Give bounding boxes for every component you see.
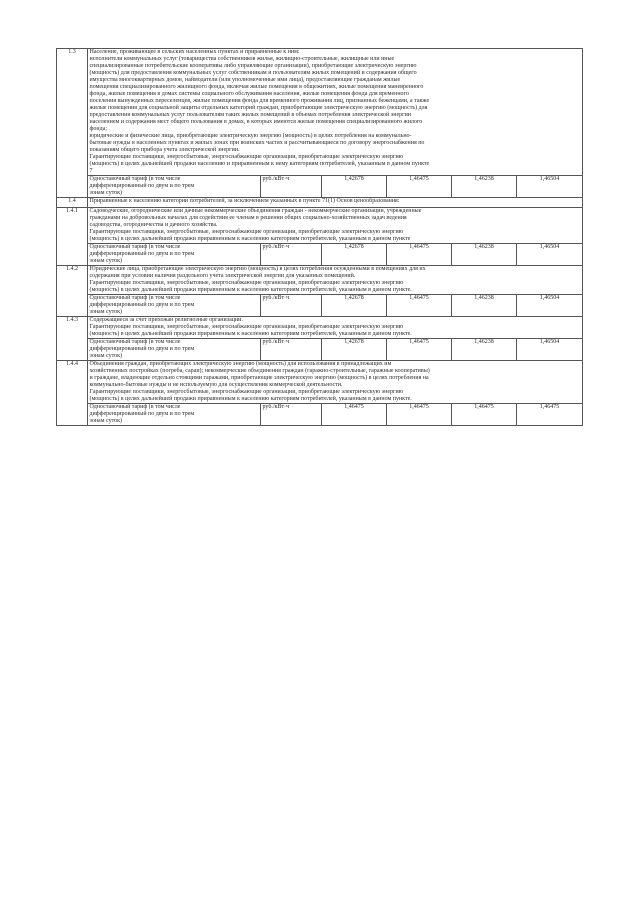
description-line: 7 <box>89 168 93 174</box>
document-page <box>56 48 582 426</box>
tariff-label-line: зонам суток) <box>89 309 123 315</box>
tariff-label-line: дифференцированный по двум и по трем <box>89 411 195 417</box>
description-line: показаниям общего прибора учета электрической энергии. <box>89 147 240 153</box>
description-line: Гарантирующие поставщики, энергосбытовые, энергоснабжающие организации, приобретающие электрическую энергию <box>89 324 404 330</box>
description-line: Садоводческие, огороднические или дачные некоммерческие объединения граждан - некоммерческие организации, учрежденные <box>89 208 422 214</box>
section-description <box>88 208 583 244</box>
tariff-value: 1,46504 <box>517 339 583 361</box>
tariff-label-line: зонам суток) <box>89 418 123 424</box>
tariff-label-line: Одноставочный тариф (в том числе <box>89 176 181 182</box>
section-row-1-4-1 <box>57 208 583 244</box>
tariff-value: 1,46238 <box>452 176 517 198</box>
tariff-value: 1,46238 <box>452 295 517 317</box>
tariff-label-line: Одноставочный тариф (в том числе <box>89 339 181 345</box>
section-row-1-4-2 <box>57 266 583 295</box>
description-line: садоводства, огородничества и дачного хозяйства. <box>89 222 218 228</box>
description-line: бытовые нужды в населенных пунктах и жилых зонах при воинских частях и рассчитывающиеся по договору энергоснабжения по <box>89 140 425 146</box>
description-line: юридические и физические лица, приобретающие электрическую энергию (мощность) в целях потребления на коммунально- <box>89 133 412 139</box>
description-line: (мощность) для предоставления коммунальных услуг собственникам и пользователям жилых помещений и содержания общего <box>89 70 417 76</box>
tariff-label <box>88 176 261 198</box>
tariff-label <box>88 404 261 426</box>
description-line: гражданами на добровольных началах для содействия ее членам в решении общих социально-хозяйственных задач ведения <box>89 215 407 221</box>
tariff-label <box>88 339 261 361</box>
description-line: Объединения граждан, приобретающих электрическую энергию (мощность) для использования в принадлежащих им <box>89 361 392 367</box>
tariff-label <box>88 295 261 317</box>
description-line: Содержащиеся за счет прихожан религиозные организации. <box>89 317 243 323</box>
section-number: 1.4.4 <box>57 361 88 426</box>
tariff-unit: руб./кВт·ч <box>261 176 322 198</box>
description-line: Гарантирующие поставщики, энергосбытовые, энергоснабжающие организации, приобретающие электрическую энергию <box>89 154 404 160</box>
tariff-unit: руб./кВт·ч <box>261 404 322 426</box>
tariff-label-line: Одноставочный тариф (в том числе <box>89 244 181 250</box>
section-description <box>88 49 583 176</box>
description-line: (мощность) в целях дальнейшей продажи приравненным к населению категориям потребителей, указанным в данном пункте <box>89 236 411 242</box>
tariff-value: 1,46504 <box>517 244 583 266</box>
section-description <box>88 266 583 295</box>
description-line: поселения вынужденных переселенцев, жилые помещения фонда для временного проживания лиц, признанных беженцами, а также <box>89 98 430 104</box>
tariff-value: 1,42678 <box>322 244 387 266</box>
tariff-row <box>57 295 583 317</box>
description-line: имущества многоквартирных домов, наймодатели (или уполномоченные ими лица), предоставляющие гражданам жилые <box>89 77 401 83</box>
description-line: (мощность) в целях дальнейшей продажи приравненным к населению категориям потребителей, указанным в данном пункте. <box>89 331 412 337</box>
tariff-row <box>57 244 583 266</box>
description-line: Юридические лица, приобретающие электрическую энергию (мощность) в целях потребления осужденными в помещениях для их <box>89 266 426 272</box>
description-line: Гарантирующие поставщики, энергосбытовые, энергоснабжающие организации, приобретающие электрическую энергию <box>89 280 404 286</box>
description-line: фонда, жилые помещения в домах системы социального обслуживания населения, жилые помещения фонда для временного <box>89 91 409 97</box>
description-line: Приравненные к населению категории потребителей, за исключением указанных в пункте 71(1) Основ ценообразования: <box>89 198 400 204</box>
description-line: содержания при условии наличия раздельного учета электрической энергии для указанных помещений. <box>89 273 356 279</box>
tariff-value: 1,46238 <box>452 244 517 266</box>
section-row-1-4-4 <box>57 361 583 404</box>
section-description <box>88 317 583 339</box>
description-line: помещения специализированного жилищного фонда, включая жилые помещения в общежитиях, жилые помещения маневренного <box>89 84 424 90</box>
tariff-row <box>57 339 583 361</box>
tariff-row <box>57 176 583 198</box>
tariff-value: 1,46475 <box>322 404 387 426</box>
description-line: Гарантирующие поставщики, энергосбытовые, энергоснабжающие организации, приобретающие электрическую энергию <box>89 229 404 235</box>
tariff-label-line: дифференцированный по двум и по трем <box>89 346 195 352</box>
description-line: (мощность) в целях дальнейшей продажи приравненным к населению категориям потребителей, указанным в данном пункте. <box>89 396 412 402</box>
description-line: хозяйственных постройках (погреба, сараи); некоммерческие объединения граждан (гаражно-строительные, гаражные кооперативы) <box>89 368 430 374</box>
tariff-label-line: Одноставочный тариф (в том числе <box>89 404 181 410</box>
tariff-label <box>88 244 261 266</box>
tariff-label-line: зонам суток) <box>89 353 123 359</box>
tariff-label-line: Одноставочный тариф (в том числе <box>89 295 181 301</box>
description-line: исполнители коммунальных услуг (товарищества собственников жилья, жилищно-строительные, жилищные или иные <box>89 56 395 62</box>
tariff-unit: руб./кВт·ч <box>261 339 322 361</box>
description-line: населением и содержания мест общего пользования в домах, в которых имеются жилые помещения специализированного жилого <box>89 119 423 125</box>
description-line: жилые помещения для социальной защиты отдельных категорий граждан, приобретающие электрическую энергию (мощность) для <box>89 105 428 111</box>
tariff-label-line: зонам суток) <box>89 258 123 264</box>
description-line: (мощность) в целях дальнейшей продажи населению и приравненным к нему категориям потребителей, указанным в данном пункте <box>89 161 430 167</box>
tariff-value: 1,46475 <box>387 339 452 361</box>
description-line: Гарантирующие поставщики, энергосбытовые, энергоснабжающие организации, приобретающие электрическую энергию <box>89 389 404 395</box>
tariff-unit: руб./кВт·ч <box>261 244 322 266</box>
description-line: и граждане, владеющие отдельно стоящими гаражами, приобретающие электрическую энергию (мощность) в целях потребления на <box>89 375 429 381</box>
tariff-label-line: зонам суток) <box>89 190 123 196</box>
tariff-value: 1,46475 <box>387 404 452 426</box>
tariff-label-line: дифференцированный по двум и по трем <box>89 183 195 189</box>
tariff-value: 1,46475 <box>387 176 452 198</box>
description-line: специализированные потребительские кооперативы либо управляющие организации), приобретающие электрическую энергию <box>89 63 417 69</box>
description-line: предоставления коммунальных услуг пользователям таких жилых помещений в объемах потребления электрической энергии <box>89 112 412 118</box>
section-row-1-4 <box>57 198 583 208</box>
section-number: 1.4 <box>57 198 88 208</box>
section-description <box>88 198 583 208</box>
tariff-label-line: дифференцированный по двум и по трем <box>89 302 195 308</box>
tariff-value: 1,46475 <box>517 404 583 426</box>
tariff-value: 1,46504 <box>517 176 583 198</box>
tariff-value: 1,46475 <box>387 244 452 266</box>
tariff-value: 1,46504 <box>517 295 583 317</box>
section-number: 1.4.3 <box>57 317 88 361</box>
tariff-value: 1,42678 <box>322 176 387 198</box>
description-line: Население, проживающее в сельских населенных пунктах и приравненные к ним: <box>89 49 300 55</box>
tariff-value: 1,46238 <box>452 339 517 361</box>
description-line: (мощность) в целях дальнейшей продажи приравненным к населению категориям потребителей, указанным в данном пункте. <box>89 287 412 293</box>
tariff-unit: руб./кВт·ч <box>261 295 322 317</box>
tariff-value: 1,46475 <box>387 295 452 317</box>
description-line: коммунально-бытовые нужды и не используемую для осуществления коммерческой деятельности. <box>89 382 343 388</box>
tariff-label-line: дифференцированный по двум и по трем <box>89 251 195 257</box>
section-number: 1.4.2 <box>57 266 88 317</box>
section-description <box>88 361 583 404</box>
description-line: фонда; <box>89 126 107 132</box>
section-number: 1.4.1 <box>57 208 88 266</box>
tariff-value: 1,42678 <box>322 295 387 317</box>
tariff-value: 1,46475 <box>452 404 517 426</box>
section-row-1-3 <box>57 49 583 176</box>
tariff-row <box>57 404 583 426</box>
tariff-value: 1,42678 <box>322 339 387 361</box>
section-row-1-4-3 <box>57 317 583 339</box>
tariff-table <box>56 48 583 426</box>
section-number: 1.3 <box>57 49 88 198</box>
